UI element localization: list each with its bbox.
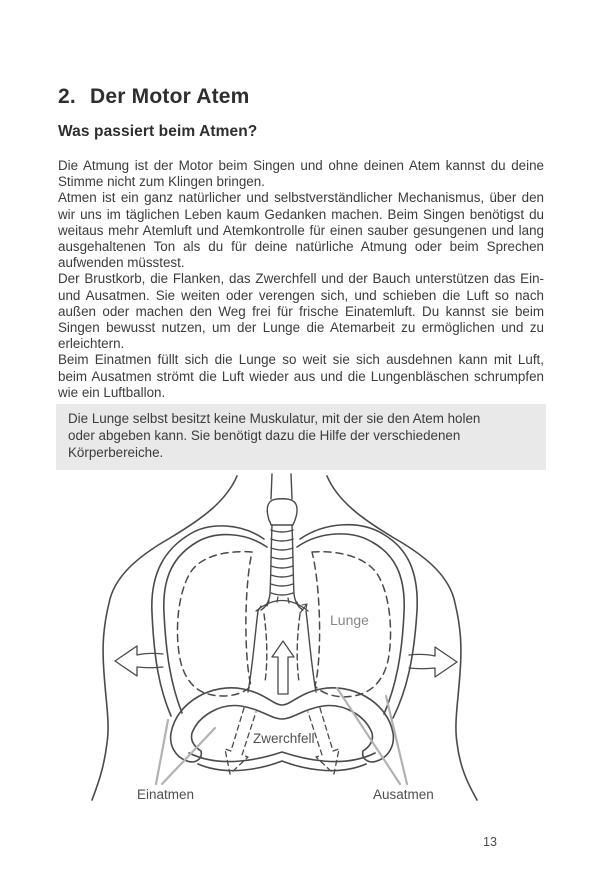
trachea xyxy=(261,474,303,610)
up-arrow xyxy=(272,641,294,694)
diaphragm xyxy=(171,688,394,771)
mediastinum xyxy=(248,611,316,692)
bronchi-dome xyxy=(256,597,308,613)
paragraph: Beim Einatmen füllt sich die Lunge so weit sie sich ausdehnen kann mit Luft, beim Ausatmen strömt die Luft wieder aus und die Lungenbläschen schrumpfen wie ein Luftballon. xyxy=(58,352,544,400)
figure-label-lunge: Lunge xyxy=(330,612,369,628)
chapter-number: 2. xyxy=(58,85,76,108)
figure-label-ausatmen: Ausatmen xyxy=(373,787,434,802)
section-heading: Was passiert beim Atmen? xyxy=(58,123,258,140)
callout-box xyxy=(56,404,546,470)
figure-label-zwerchfell: Zwerchfell xyxy=(253,731,315,746)
chest-wall xyxy=(152,525,417,718)
page-number: 13 xyxy=(483,835,497,849)
callout-text: Die Lunge selbst besitzt keine Muskulatur, mit der sie den Atem holen oder abgeben kann. Sie benötigt dazu die Hilfe der verschiedenen Körperbereiche. xyxy=(68,411,481,460)
paragraph: Der Brustkorb, die Flanken, das Zwerchfell und der Bauch unterstützen das Ein- und Ausatmen. Sie weiten oder verengen sich, und schieben die Luft so nach außen oder machen den Weg frei für frische Einatemluft. Du kannst sie beim Singen bewusst nutzen, um der Lunge die Atemarbeit zu ermöglichen und zu erleichtern. xyxy=(58,271,544,352)
figure-label-einatmen: Einatmen xyxy=(137,787,195,802)
lung-anatomy-figure xyxy=(40,462,560,817)
expand-right-arrow xyxy=(409,647,457,677)
chapter-title: Der Motor Atem xyxy=(90,85,250,108)
paragraph: Atmen ist ein ganz natürlicher und selbstverständlicher Mechanismus, über den wir uns im täglichen Leben kaum Gedanken machen. Beim Singen benötigst du weitaus mehr Atemluft und Atemkontrolle für einen sauber gesungenen und lang ausgehaltenen Ton als du für deine natürliche Atmung oder beim Sprechen aufwenden müsstest. xyxy=(58,190,544,271)
body-text xyxy=(58,158,544,401)
paragraph: Die Atmung ist der Motor beim Singen und ohne deinen Atem kannst du deine Stimme nicht zum Klingen bringen. xyxy=(58,158,544,190)
chapter-heading xyxy=(58,85,250,109)
down-left-arrow xyxy=(225,708,256,774)
